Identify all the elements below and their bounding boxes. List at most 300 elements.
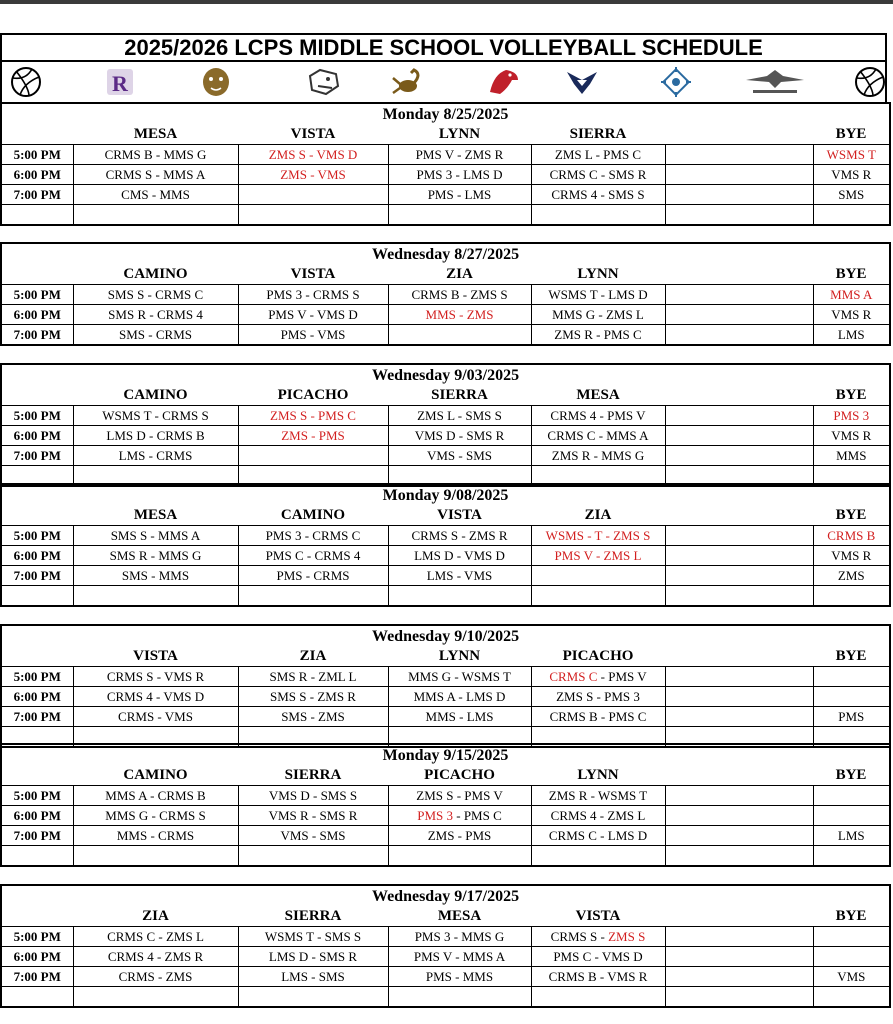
match-cell xyxy=(73,786,238,806)
school-logo-row xyxy=(0,62,887,102)
match-text: VMS R xyxy=(831,167,872,182)
bye-cell xyxy=(813,566,890,586)
bye-header: BYE xyxy=(813,385,890,406)
venue-header: ZIA xyxy=(446,265,473,282)
zia-sun-logo-icon xyxy=(658,66,694,98)
match-cell xyxy=(388,325,531,346)
time-cell: 7:00 PM xyxy=(1,325,73,346)
match-text: PMS 3 - LMS D xyxy=(416,167,503,182)
venue-header xyxy=(665,765,813,786)
match-text: MMS A xyxy=(830,287,873,302)
match-text: LMS xyxy=(837,828,865,843)
venue-header: CAMINO xyxy=(123,386,188,403)
schedule-table xyxy=(0,624,891,748)
venue-header-row xyxy=(1,385,890,406)
match-cell xyxy=(238,526,388,546)
time-slot-row xyxy=(1,205,890,226)
match-text: CRMS B - ZMS S xyxy=(411,287,508,302)
match-cell xyxy=(665,566,813,586)
match-cell xyxy=(388,947,531,967)
crms-logo-icon xyxy=(102,66,138,98)
venue-header xyxy=(665,264,813,285)
match-text: PMS C - VMS D xyxy=(553,949,643,964)
time-slot-row xyxy=(1,285,890,305)
bye-cell xyxy=(813,967,890,987)
match-cell xyxy=(388,846,531,867)
time-cell: 6:00 PM xyxy=(1,305,73,325)
match-cell xyxy=(665,846,813,867)
match-cell xyxy=(531,667,665,687)
bye-cell xyxy=(813,786,890,806)
match-text: VMS R xyxy=(831,548,872,563)
match-cell xyxy=(531,526,665,546)
match-text: ZMS L - PMS C xyxy=(554,147,642,162)
match-cell xyxy=(73,987,238,1008)
match-cell xyxy=(238,687,388,707)
match-cell xyxy=(238,205,388,226)
time-slot-row xyxy=(1,826,890,846)
match-cell xyxy=(73,947,238,967)
venue-header: VISTA xyxy=(575,907,621,924)
match-cell xyxy=(531,446,665,466)
match-cell xyxy=(665,165,813,185)
bulldog-logo-icon xyxy=(306,66,342,98)
day-heading: Monday 9/15/2025 xyxy=(1,744,890,765)
match-text: PMS C - CRMS 4 xyxy=(265,548,361,563)
match-text: CRMS C - ZMS L xyxy=(107,929,204,944)
venue-header: VISTA xyxy=(290,265,336,282)
match-cell xyxy=(73,145,238,165)
match-text: SMS - ZMS xyxy=(281,709,345,724)
match-cell xyxy=(531,826,665,846)
match-text: MMS xyxy=(836,448,867,463)
match-text: ZMS S - PMS C xyxy=(270,408,356,423)
match-text: WSMS T xyxy=(826,147,876,162)
bye-cell xyxy=(813,927,890,947)
time-slot-row xyxy=(1,687,890,707)
match-text: ZMS S - VMS D xyxy=(268,147,358,162)
time-cell xyxy=(1,205,73,226)
time-cell xyxy=(1,586,73,607)
bye-cell xyxy=(813,667,890,687)
time-slot-row xyxy=(1,987,890,1008)
hawk-logo-icon xyxy=(486,66,522,98)
scorpion-logo-icon xyxy=(390,66,426,98)
time-slot-row xyxy=(1,846,890,867)
bye-header: BYE xyxy=(813,264,890,285)
venue-header: ZIA xyxy=(584,506,612,523)
venue-header xyxy=(665,505,813,526)
match-cell xyxy=(388,566,531,586)
match-text: VMS xyxy=(837,969,866,984)
match-cell xyxy=(238,566,388,586)
match-cell xyxy=(238,786,388,806)
bye-cell xyxy=(813,185,890,205)
match-text: ZMS R - MMS G xyxy=(551,448,645,463)
bye-cell xyxy=(813,325,890,346)
match-cell xyxy=(73,846,238,867)
match-cell xyxy=(238,967,388,987)
match-cell xyxy=(73,806,238,826)
bye-cell xyxy=(813,586,890,607)
match-cell xyxy=(665,586,813,607)
top-edge-bar xyxy=(0,0,893,4)
match-cell xyxy=(665,667,813,687)
venue-header: SIERRA xyxy=(284,766,342,783)
venue-header xyxy=(665,906,813,927)
match-text: CRMS B xyxy=(827,528,876,543)
bye-cell xyxy=(813,806,890,826)
venue-header xyxy=(1,264,73,285)
match-text: WSMS T - CRMS S xyxy=(102,408,209,423)
match-cell xyxy=(665,967,813,987)
match-cell xyxy=(238,165,388,185)
match-cell xyxy=(73,446,238,466)
match-text: PMS 3 - MMS G xyxy=(414,929,505,944)
match-text: PMS V - ZMS R xyxy=(415,147,504,162)
match-text: SMS S - ZMS R xyxy=(270,689,356,704)
time-slot-row xyxy=(1,806,890,826)
match-cell xyxy=(238,406,388,426)
match-cell xyxy=(73,305,238,325)
time-cell: 5:00 PM xyxy=(1,526,73,546)
match-cell xyxy=(665,446,813,466)
match-cell xyxy=(238,446,388,466)
match-cell xyxy=(388,707,531,727)
match-cell xyxy=(388,426,531,446)
venue-header xyxy=(1,385,73,406)
match-text: CRMS 4 - PMS V xyxy=(550,408,646,423)
match-text: SMS xyxy=(838,187,865,202)
venue-header: LYNN xyxy=(577,766,619,783)
schedule-table xyxy=(0,743,891,867)
match-text: PMS - LMS xyxy=(427,187,492,202)
match-text: CRMS 4 - VMS D xyxy=(106,689,205,704)
time-cell: 7:00 PM xyxy=(1,566,73,586)
bye-header: BYE xyxy=(813,124,890,145)
time-cell: 5:00 PM xyxy=(1,406,73,426)
match-cell xyxy=(388,546,531,566)
day-heading: Wednesday 9/10/2025 xyxy=(1,625,890,646)
match-text: SMS R - MMS G xyxy=(109,548,202,563)
match-text: MMS A - CRMS B xyxy=(105,788,206,803)
time-cell: 6:00 PM xyxy=(1,165,73,185)
match-cell xyxy=(531,185,665,205)
schedule-table xyxy=(0,363,891,487)
match-text: PMS - MMS xyxy=(425,969,494,984)
match-cell xyxy=(238,707,388,727)
time-cell: 5:00 PM xyxy=(1,786,73,806)
match-text: ZMS S - PMS 3 xyxy=(556,689,640,704)
match-text: CRMS - VMS xyxy=(118,709,193,724)
page-title: 2025/2026 LCPS MIDDLE SCHOOL VOLLEYBALL SCHEDULE xyxy=(0,33,887,62)
match-cell xyxy=(73,546,238,566)
match-text: WSMS - T - ZMS S xyxy=(545,528,651,543)
time-cell: 7:00 PM xyxy=(1,826,73,846)
match-cell xyxy=(238,546,388,566)
time-slot-row xyxy=(1,165,890,185)
match-cell xyxy=(388,285,531,305)
venue-header-row xyxy=(1,264,890,285)
bye-cell xyxy=(813,205,890,226)
venue-header: LYNN xyxy=(438,125,481,142)
match-cell xyxy=(531,846,665,867)
venue-header-row xyxy=(1,765,890,786)
time-slot-row xyxy=(1,707,890,727)
match-text: MMS G - WSMS T xyxy=(408,669,511,684)
match-cell xyxy=(531,546,665,566)
cougar-logo-icon xyxy=(198,66,234,98)
bye-cell xyxy=(813,987,890,1008)
match-cell xyxy=(665,305,813,325)
match-text: MMS - ZMS xyxy=(425,307,494,322)
match-cell xyxy=(388,305,531,325)
venue-header: VISTA xyxy=(437,506,482,523)
match-cell xyxy=(531,165,665,185)
time-slot-row xyxy=(1,145,890,165)
match-text: PMS 3 xyxy=(833,408,870,423)
match-cell xyxy=(531,325,665,346)
match-cell xyxy=(73,426,238,446)
bye-cell xyxy=(813,446,890,466)
time-slot-row xyxy=(1,786,890,806)
bye-cell xyxy=(813,947,890,967)
match-cell xyxy=(531,406,665,426)
match-cell xyxy=(388,667,531,687)
match-cell xyxy=(388,406,531,426)
match-cell xyxy=(665,145,813,165)
bye-cell xyxy=(813,707,890,727)
match-text: CMS - MMS xyxy=(121,187,190,202)
match-cell xyxy=(665,707,813,727)
bye-cell xyxy=(813,687,890,707)
match-cell xyxy=(238,927,388,947)
match-cell xyxy=(388,446,531,466)
bye-cell xyxy=(813,305,890,325)
bye-header: BYE xyxy=(813,765,890,786)
time-slot-row xyxy=(1,586,890,607)
match-cell xyxy=(665,826,813,846)
match-text: ZMS L - SMS S xyxy=(417,408,502,423)
match-cell xyxy=(531,205,665,226)
match-text: CRMS S - VMS R xyxy=(106,669,205,684)
match-cell xyxy=(665,987,813,1008)
bye-header: BYE xyxy=(813,646,890,667)
match-text: LMS xyxy=(837,327,865,342)
match-text: VMS D - SMS S xyxy=(268,788,358,803)
time-slot-row xyxy=(1,667,890,687)
match-cell xyxy=(531,426,665,446)
match-text: CRMS C - SMS R xyxy=(549,167,647,182)
venue-header xyxy=(665,124,813,145)
match-cell xyxy=(531,947,665,967)
match-text: MMS - CRMS xyxy=(116,828,195,843)
match-text-suffix: ZMS S xyxy=(608,929,646,944)
match-cell xyxy=(73,826,238,846)
match-cell xyxy=(665,526,813,546)
match-cell xyxy=(531,786,665,806)
match-text: CRMS 4 - ZMS R xyxy=(107,949,204,964)
time-slot-row xyxy=(1,947,890,967)
bye-cell xyxy=(813,406,890,426)
match-cell xyxy=(388,185,531,205)
match-text: LMS D - CRMS B xyxy=(106,428,205,443)
schedule-table xyxy=(0,884,891,1008)
match-text: MMS A - LMS D xyxy=(413,689,506,704)
match-cell xyxy=(73,667,238,687)
bye-cell xyxy=(813,526,890,546)
eagle-logo-icon xyxy=(564,66,600,98)
svg-text:R: R xyxy=(112,71,128,96)
match-text: ZMS R - WSMS T xyxy=(548,788,648,803)
venue-header xyxy=(1,124,73,145)
schedule-table xyxy=(0,242,891,346)
match-text: CRMS C - LMS D xyxy=(548,828,648,843)
venue-header xyxy=(1,505,73,526)
match-text: CRMS S - MMS A xyxy=(105,167,206,182)
time-slot-row xyxy=(1,426,890,446)
time-slot-row xyxy=(1,325,890,346)
match-text: PMS 3 xyxy=(417,808,453,823)
time-slot-row xyxy=(1,967,890,987)
match-text: VMS - SMS xyxy=(426,448,493,463)
venue-header: VISTA xyxy=(290,125,336,142)
match-cell xyxy=(531,987,665,1008)
match-cell xyxy=(388,967,531,987)
match-cell xyxy=(73,586,238,607)
venue-header xyxy=(665,385,813,406)
volleyball-icon xyxy=(8,66,44,98)
venue-header: MESA xyxy=(133,506,178,523)
match-cell xyxy=(73,205,238,226)
match-text: ZMS R - PMS C xyxy=(554,327,642,342)
day-heading: Monday 9/08/2025 xyxy=(1,484,890,505)
match-text: PMS V - MMS A xyxy=(413,949,506,964)
bye-cell xyxy=(813,546,890,566)
match-cell xyxy=(73,165,238,185)
time-cell: 7:00 PM xyxy=(1,707,73,727)
match-cell xyxy=(238,667,388,687)
match-cell xyxy=(388,586,531,607)
match-cell xyxy=(238,947,388,967)
match-text: CRMS B - PMS C xyxy=(549,709,647,724)
match-cell xyxy=(73,967,238,987)
volleyball-icon xyxy=(852,66,888,98)
match-text: CRMS S - xyxy=(550,929,609,944)
match-cell xyxy=(531,145,665,165)
thunderbird-logo-icon xyxy=(742,66,808,98)
match-cell xyxy=(388,205,531,226)
match-cell xyxy=(665,285,813,305)
match-cell xyxy=(238,325,388,346)
match-text: VMS R xyxy=(831,428,872,443)
time-slot-row xyxy=(1,446,890,466)
venue-header-row xyxy=(1,505,890,526)
match-text: PMS V - VMS D xyxy=(268,307,358,322)
match-text: PMS 3 - CRMS S xyxy=(266,287,360,302)
match-cell xyxy=(238,285,388,305)
venue-header xyxy=(1,646,73,667)
match-text: LMS D - SMS R xyxy=(268,949,358,964)
match-cell xyxy=(388,786,531,806)
match-cell xyxy=(73,526,238,546)
venue-header: LYNN xyxy=(577,265,619,282)
match-cell xyxy=(73,566,238,586)
venue-header: SIERRA xyxy=(431,386,488,403)
match-cell xyxy=(73,687,238,707)
match-text: SMS - MMS xyxy=(121,568,190,583)
venue-header-row xyxy=(1,906,890,927)
match-cell xyxy=(238,305,388,325)
time-cell: 7:00 PM xyxy=(1,185,73,205)
match-text: LMS D - VMS D xyxy=(414,548,505,563)
match-cell xyxy=(238,145,388,165)
match-text: ZMS - PMS xyxy=(427,828,492,843)
match-cell xyxy=(531,806,665,826)
match-cell xyxy=(665,947,813,967)
match-text: VMS D - SMS R xyxy=(414,428,505,443)
time-slot-row xyxy=(1,185,890,205)
venue-header: PICACHO xyxy=(277,386,349,403)
match-cell xyxy=(73,406,238,426)
match-cell xyxy=(531,285,665,305)
venue-header: SIERRA xyxy=(284,907,342,924)
bye-cell xyxy=(813,145,890,165)
match-text: LMS - CRMS xyxy=(118,448,193,463)
match-cell xyxy=(238,185,388,205)
venue-header: MESA xyxy=(437,907,482,924)
match-text: ZMS xyxy=(837,568,865,583)
match-cell xyxy=(238,426,388,446)
bye-cell xyxy=(813,285,890,305)
venue-header: CAMINO xyxy=(123,766,188,783)
match-text: SMS R - CRMS 4 xyxy=(108,307,203,322)
time-cell: 6:00 PM xyxy=(1,687,73,707)
match-text-suffix: - PMS C xyxy=(453,808,502,823)
match-text: ZMS S - PMS V xyxy=(416,788,503,803)
match-text: MMS G - CRMS S xyxy=(105,808,206,823)
match-cell xyxy=(531,967,665,987)
match-cell xyxy=(238,987,388,1008)
match-cell xyxy=(665,406,813,426)
bye-header: BYE xyxy=(813,906,890,927)
match-text: CRMS C xyxy=(549,669,598,684)
match-cell xyxy=(73,707,238,727)
match-text: SMS R - ZML L xyxy=(269,669,357,684)
time-cell: 6:00 PM xyxy=(1,426,73,446)
venue-header: CAMINO xyxy=(123,265,188,282)
time-slot-row xyxy=(1,305,890,325)
venue-header: ZIA xyxy=(142,907,169,924)
match-cell xyxy=(665,325,813,346)
match-cell xyxy=(531,707,665,727)
match-text: VMS - SMS xyxy=(280,828,346,843)
venue-header: PICACHO xyxy=(562,647,634,664)
match-text: LMS - SMS xyxy=(281,969,345,984)
venue-header: PICACHO xyxy=(424,766,495,783)
match-cell xyxy=(238,586,388,607)
match-text: MMS - LMS xyxy=(425,709,494,724)
match-text: SMS S - CRMS C xyxy=(107,287,204,302)
match-cell xyxy=(388,165,531,185)
match-cell xyxy=(73,185,238,205)
match-text: LMS - VMS xyxy=(426,568,493,583)
match-cell xyxy=(238,846,388,867)
time-cell: 5:00 PM xyxy=(1,667,73,687)
match-text: SMS - CRMS xyxy=(119,327,192,342)
match-cell xyxy=(238,806,388,826)
match-text: CRMS C - MMS A xyxy=(547,428,649,443)
